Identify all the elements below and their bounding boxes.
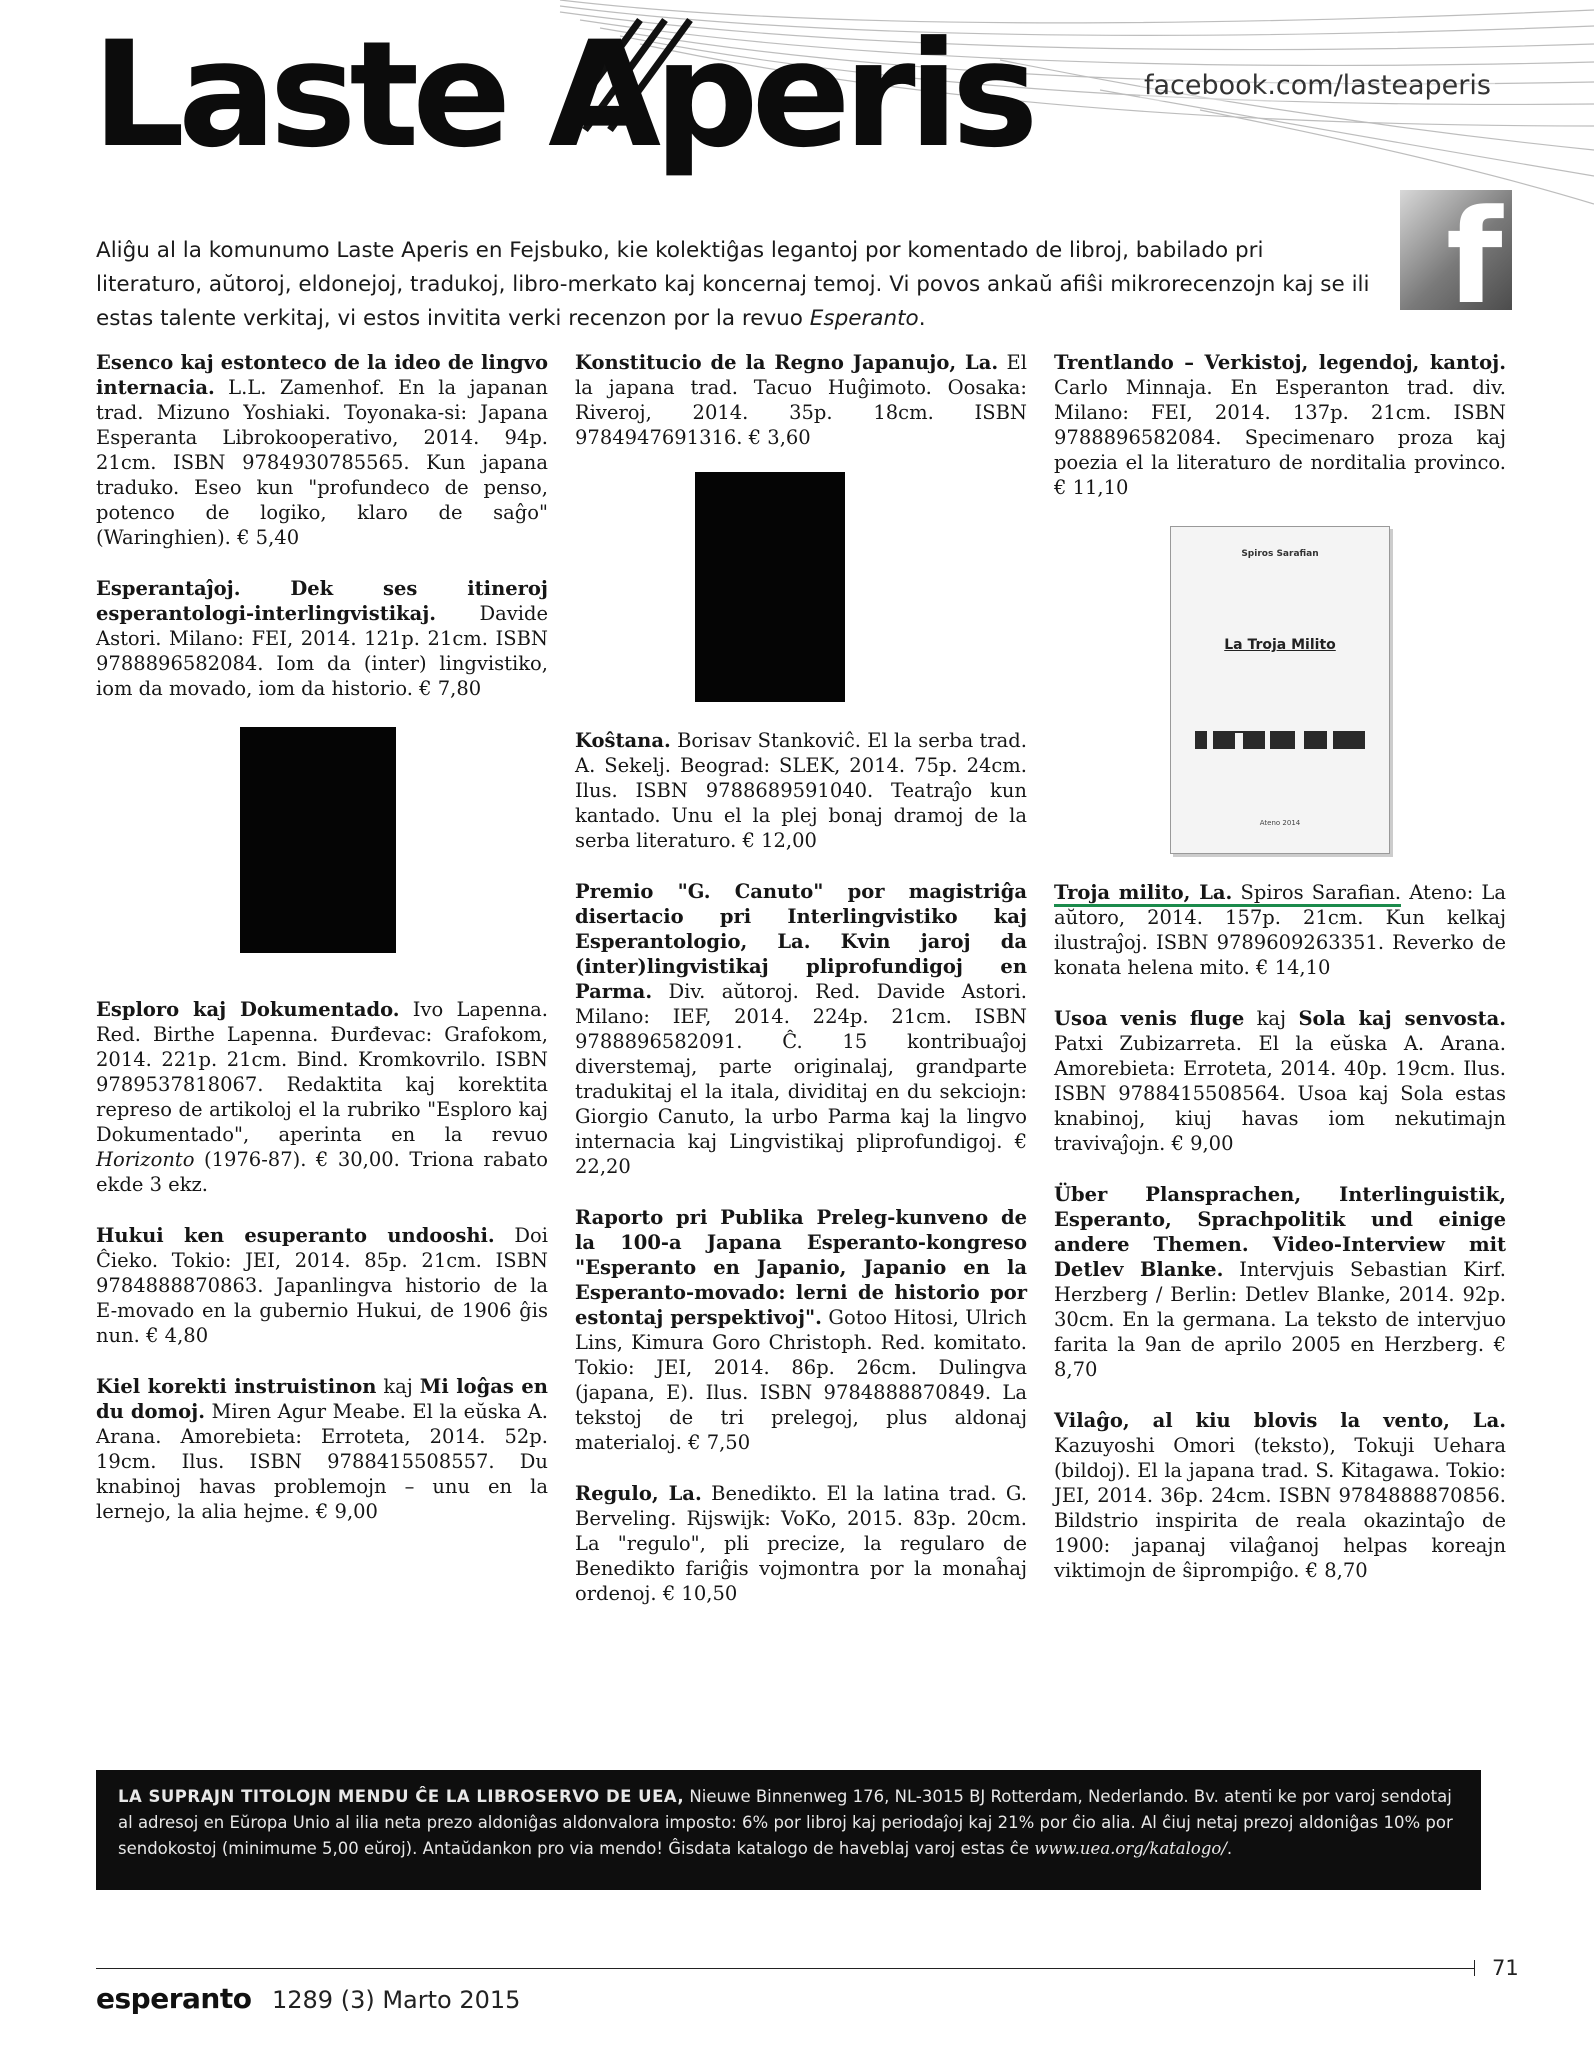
- entry-body-end: (1976-87). € 30,00. Triona rabato ekde 3 ekz.: [96, 1148, 548, 1196]
- issue-info: 1289 (3) Marto 2015: [272, 1986, 521, 2014]
- book-listing: [96, 350, 1508, 1730]
- entry-body: Ivo Lapenna. Red. Birthe Lapenna. Đurđevac: Grafokom, 2014. 221p. 21cm. Bind. Kromkovrilo. ISBN 9789537818067. Redaktita kaj korektita represo de artikoloj el la rubriko "Esploro kaj Dokumentado", aperinta en la revuo: [96, 998, 548, 1146]
- entry-author: Spiros Sarafian.: [1232, 881, 1401, 907]
- entry-body: El la japana trad. Tacuo Huĝimoto. Oosaka: Riveroj, 2014. 35p. 18cm. ISBN 9784947691316. € 3,60: [575, 351, 1028, 449]
- entry-kostana: [575, 728, 1027, 853]
- entry-body: L.L. Zamenhof. En la japanan trad. Mizuno Yoshiaki. Toyonaka-si: Japana Esperanta Librokooperativo, 2014. 94p. 21cm. ISBN 9784930785565. Kun japana traduko. Eseo kun "profundeco de penso, potenco de logiko, klaro de saĝo" (Waringhien). € 5,40: [96, 376, 548, 549]
- notice-text: Nieuwe Binnenweg 176, NL-3015 BJ Rotterdam, Nederlando. Bv. atenti ke por varoj sendotaj al adresoj en Eŭropa Unio al ilia neta prezo aldoniĝas aldonvalora imposto: 6% por libroj kaj periodaĵoj kaj 21% por ĉio alia. Al ĉiuj netaj prezoj aldoniĝas 10% por sendokostoj (minimume 5,00 eŭroj). Antaŭdankon pro via mendo! Ĝisdata katalogo de haveblaj varoj estas ĉe: [118, 1787, 1453, 1858]
- catalog-link[interactable]: www.uea.org/katalogo/: [1034, 1839, 1227, 1858]
- entry-title-second: Sola kaj senvosta.: [1298, 1007, 1506, 1030]
- footer-rule-tick: [1474, 1960, 1475, 1976]
- order-notice: [96, 1770, 1481, 1890]
- intro-end: .: [918, 305, 926, 331]
- entry-body: Intervjuis Sebastian Kirf. Herzberg / Berlin: Detlev Blanke, 2014. 92p. 30cm. En la germana. La teksto de intervjuo farita la 9an de aprilo 2005 en Herzberg. € 8,70: [1054, 1258, 1506, 1381]
- redacted-cover-image: [240, 727, 396, 953]
- entry-esperantajoj: [96, 576, 548, 701]
- entry-title: Vilaĝo, al kiu blovis la vento, La.: [1054, 1409, 1506, 1432]
- intro-text: Aliĝu al la komunumo Laste Aperis en Fejsbuko, kie kolektiĝas legantoj por komentado de libroj, babilado pri literaturo, aŭtoroj, eldonejoj, tradukoj, libro-merkato kaj koncernaj temoj. Vi povos ankaŭ afiŝi mikrorecenzojn kaj se ili estas talente verkitaj, vi estos invitita verki recenzon por la revuo: [96, 237, 1370, 331]
- facebook-icon: [1400, 190, 1512, 310]
- notice-end: .: [1226, 1839, 1233, 1858]
- entry-body: Benedikto. El la latina trad. G. Berveling. Rijswijk: VoKo, 2015. 83p. 20cm. La "regulo", pli precize, la regularo de Benedikto fariĝis vojmontra por la monaĥaj ordenoj. € 10,50: [575, 1482, 1027, 1605]
- notice-lead: LA SUPRAJN TITOLOJN MENDU ĈE LA LIBROSERVO DE UEA,: [118, 1787, 685, 1806]
- entry-esenco: [96, 350, 548, 550]
- entry-esploro: [96, 997, 548, 1197]
- entry-body: Doi Ĉieko. Tokio: JEI, 2014. 85p. 21cm. ISBN 9784888870863. Japanlingva historio de la E-movado en la gubernio Hukui, de 1906 ĝis nun. € 4,80: [96, 1224, 549, 1347]
- entry-usoa: [1054, 1006, 1506, 1156]
- entry-kiel: [96, 1374, 548, 1524]
- column-middle: [575, 350, 1027, 1730]
- entry-conjunction: kaj: [1244, 1007, 1299, 1030]
- entry-title: Kiel korekti instruistinon: [96, 1375, 377, 1398]
- entry-body: Carlo Minnaja. En Esperanton trad. div. Milano: FEI, 2014. 137p. 21cm. ISBN 9788896582084. Specimenaro proza kaj poezia el la literaturo de norditalia provinco. € 11,10: [1054, 376, 1506, 499]
- facebook-link[interactable]: facebook.com/lasteaperis: [1140, 70, 1495, 101]
- entry-title: Hukui ken esuperanto undooshi.: [96, 1224, 495, 1247]
- entry-title: Konstitucio de la Regno Japanujo, La.: [575, 351, 999, 374]
- book-cover-troja-milito: [1170, 526, 1390, 854]
- entry-troja: [1054, 880, 1506, 980]
- column-right: [1054, 350, 1506, 1730]
- cover-illustration: [1195, 723, 1365, 757]
- entry-hukui: [96, 1223, 548, 1348]
- footer-rule: [96, 1968, 1474, 1969]
- cover-title: La Troja Milito: [1224, 637, 1336, 653]
- entry-premio: [575, 879, 1027, 1179]
- entry-title: Regulo, La.: [575, 1482, 702, 1505]
- entry-body: Div. aŭtoroj. Red. Davide Astori. Milano: IEF, 2014. 224p. 21cm. ISBN 9788896582091. Ĉ. 15 kontribuaĵoj diverstemaj, parte originalaj, grandparte tradukitaj el la itala, dividitaj en du sekciojn: Giorgio Canuto, la urbo Parma kaj la lingvo internacia kaj Lingvistikaj pliprofundigoj. € 22,20: [575, 980, 1027, 1178]
- entry-body: Miren Agur Meabe. El la eŭska A. Arana. Amorebieta: Erroteta, 2014. 52p. 19cm. Ilus. ISBN 9788415508557. Du knabinoj havas problemojn – unu en la lernejo, la alia hejme. € 9,00: [96, 1400, 548, 1523]
- entry-raporto: [575, 1205, 1027, 1455]
- entry-title: Esenco kaj estonteco de la ideo de lingvo internacia.: [96, 351, 548, 399]
- entry-title: Über Plansprachen, Interlinguistik, Esperanto, Sprachpolitik und einige andere Themen. Video-Interview mit Detlev Blanke.: [1054, 1183, 1506, 1281]
- entry-title-second: Mi loĝas en du domoj.: [96, 1375, 548, 1423]
- cover-bottom-text: Ateno 2014: [1259, 819, 1301, 827]
- redacted-cover-image: [695, 472, 845, 702]
- entry-konstitucio: [575, 350, 1027, 450]
- entry-title: Esperantaĵoj. Dek ses itineroj esperantologi-interlingvistikaj.: [96, 577, 548, 625]
- entry-conjunction: kaj: [376, 1375, 420, 1398]
- entry-title: Raporto pri Publika Preleg-kunveno de la 100-a Japana Esperanto-kongreso "Esperanto en Japanio, Japanio en la Esperanto-movado: lerni de historio por estontaj perspektivoj".: [575, 1206, 1027, 1329]
- entry-body: Borisav Stankoviĉ. El la serba trad. A. Sekelj. Beograd: SLEK, 2014. 75p. 24cm. Ilus. ISBN 9788689591040. Teatraĵo kun kantado. Unu el la plej bonaj dramoj de la serba literaturo. € 12,00: [575, 729, 1027, 852]
- entry-magazine: Horizonto: [96, 1148, 195, 1171]
- entry-vilago: [1054, 1408, 1506, 1583]
- entry-title: Trentlando – Verkistoj, legendoj, kantoj.: [1054, 351, 1506, 374]
- entry-trentlando: [1054, 350, 1506, 500]
- entry-body: Ateno: La aŭtoro, 2014. 157p. 21cm. Kun kelkaj ilustraĵoj. ISBN 9789609263351. Reverko de konata helena mito. € 14,10: [1054, 881, 1506, 979]
- cover-author: Spiros Sarafian: [1241, 549, 1319, 559]
- entry-body: Gotoo Hitosi, Ulrich Lins, Kimura Goro Christoph. Red. komitato. Tokio: JEI, 2014. 86p. 26cm. Dulingva (japana, E). Ilus. ISBN 9784888870849. La tekstoj de tri prelegoj, plus aldonaj materialoj. € 7,50: [575, 1306, 1027, 1454]
- entry-body: Davide Astori. Milano: FEI, 2014. 121p. 21cm. ISBN 9788896582084. Iom da (inter) lingvistiko, iom da movado, iom da historio. € 7,80: [96, 602, 548, 700]
- column-left: [96, 350, 548, 1730]
- entry-title: Koŝtana.: [575, 729, 671, 752]
- magazine-brand: esperanto: [96, 1982, 252, 2015]
- entry-title: Premio "G. Canuto" por magistriĝa disertacio pri Interlingvistiko kaj Esperantologio, La. Kvin jaroj da (inter)lingvistikaj pliprofundigoj en Parma.: [575, 880, 1027, 1003]
- entry-uber: [1054, 1182, 1506, 1382]
- entry-title: Troja milito, La.: [1054, 881, 1232, 907]
- entry-regulo: [575, 1481, 1027, 1606]
- page-number: 71: [1492, 1956, 1519, 1980]
- facebook-letter: f: [1446, 190, 1503, 310]
- intro-magazine: Esperanto: [809, 305, 919, 331]
- entry-title: Esploro kaj Dokumentado.: [96, 998, 400, 1021]
- entry-title: Usoa venis fluge: [1054, 1007, 1245, 1030]
- entry-body: Kazuyoshi Omori (teksto), Tokuji Uehara (bildoj). El la japana trad. S. Kitagawa. Tokio: JEI, 2014. 36p. 24cm. ISBN 9784888870856. Bildstrio inspirita de reala okazintaĵo de 1900: japanaj vilaĝanoj helpas koreajn viktimojn de ŝiprompiĝo. € 8,70: [1054, 1434, 1506, 1582]
- entry-body: Patxi Zubizarreta. El la eŭska A. Arana. Amorebieta: Erroteta, 2014. 40p. 19cm. Ilus. ISBN 9788415508564. Usoa kaj Sola estas knabinoj, kiuj havas iom nekutimajn travivaĵojn. € 9,00: [1054, 1032, 1506, 1155]
- intro-paragraph: [96, 234, 1376, 336]
- page-title: Laste Aperis: [92, 10, 1032, 180]
